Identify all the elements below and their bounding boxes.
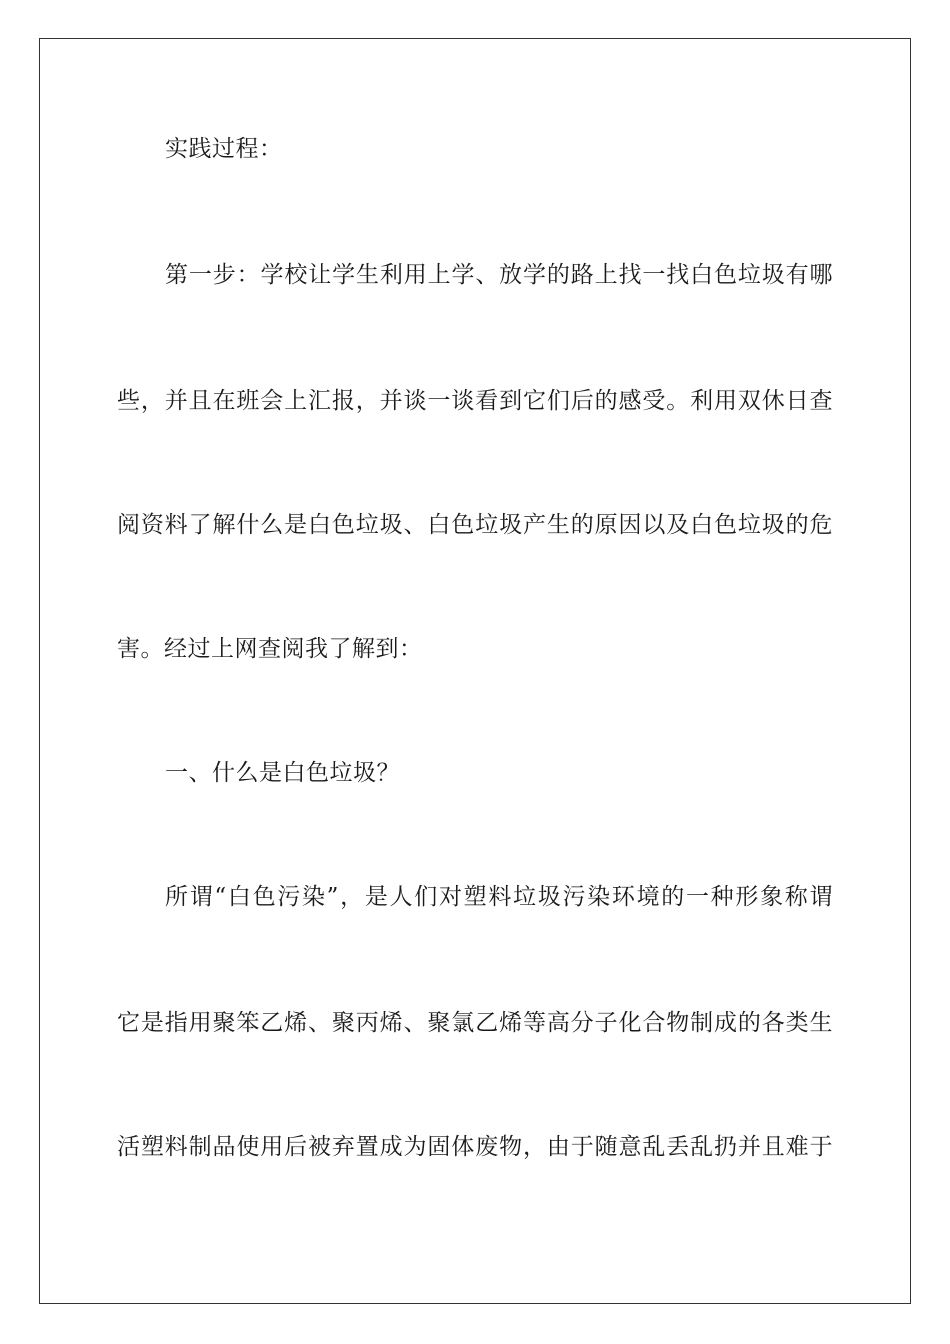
text-line-research: 阅资料了解什么是白色垃圾、白色垃圾产生的原因以及白色垃圾的危 <box>117 512 833 538</box>
text-line-practice-process: 实践过程： <box>165 136 283 162</box>
text-line-materials: 它是指用聚笨乙烯、聚丙烯、聚氯乙烯等高分子化合物制成的各类生 <box>117 1010 833 1036</box>
section-heading-what-is-white-garbage: 一、什么是白色垃圾？ <box>165 760 400 786</box>
text-line-waste: 活塑料制品使用后被弃置成为固体废物，由于随意乱丢乱扔并且难于 <box>117 1134 833 1160</box>
text-line-learned: 害。经过上网查阅我了解到： <box>117 636 423 662</box>
page-border <box>39 38 911 1304</box>
text-line-step-one: 第一步：学校让学生利用上学、放学的路上找一找白色垃圾有哪 <box>165 262 833 288</box>
text-line-definition: 所谓“白色污染”，是人们对塑料垃圾污染环境的一种形象称谓 <box>165 884 833 910</box>
text-line-report: 些，并且在班会上汇报，并谈一谈看到它们后的感受。利用双休日查 <box>117 388 833 414</box>
